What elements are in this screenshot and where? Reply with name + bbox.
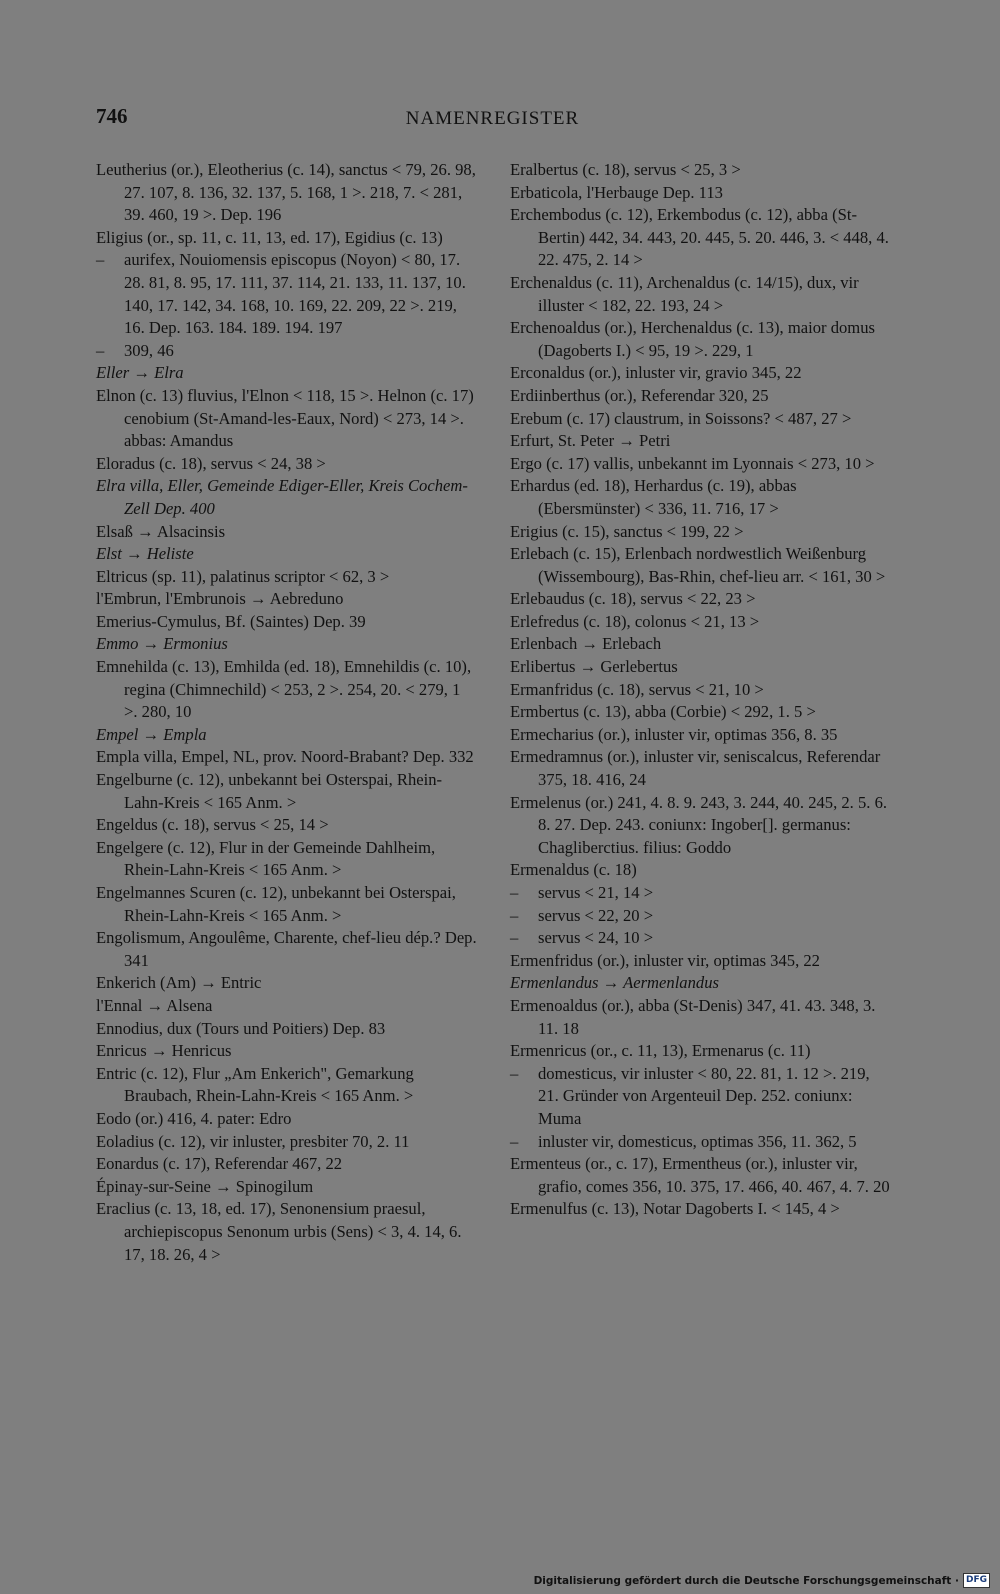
index-entry-text: Erlenbach → Erlebach <box>510 634 662 654</box>
index-entry <box>510 475 892 520</box>
index-entry-text: Entric (c. 12), Flur „Am Enkerich", Gemarkung Braubach, Rhein-Lahn-Kreis < 165 Anm. > <box>96 1063 414 1106</box>
index-entry <box>96 814 478 837</box>
index-entry-text: inluster vir, domesticus, optimas 356, 11. 362, 5 <box>538 1131 857 1151</box>
index-entry-text: Eralbertus (c. 18), servus < 25, 3 > <box>510 160 741 179</box>
index-entry-text: Eloradus (c. 18), servus < 24, 38 > <box>96 453 326 473</box>
index-entry <box>96 927 478 972</box>
index-entry <box>96 995 478 1018</box>
index-entry <box>96 1198 478 1266</box>
index-entry-text: Ermenaldus (c. 18) <box>510 860 637 880</box>
index-entry-text: Elsaß → Alsacinsis <box>96 521 226 541</box>
index-entry-text: Erebum (c. 17) claustrum, in Soissons? < 487, 27 > <box>510 408 852 428</box>
index-entry <box>510 182 892 205</box>
index-entry <box>510 408 892 431</box>
index-entry-text: Ermenfridus (or.), inluster vir, optimas 345, 22 <box>510 950 820 970</box>
index-column-right <box>510 159 892 1221</box>
index-entry <box>96 385 478 453</box>
sub-entry-dash: – <box>96 340 105 360</box>
index-entry-text: domesticus, vir inluster < 80, 22. 81, 1. 12 >. 219, 21. Gründer von Argenteuil Dep. 252. coniunx: Muma <box>538 1063 870 1128</box>
index-entry <box>510 272 892 317</box>
index-entry <box>510 362 892 385</box>
index-entry <box>96 566 478 589</box>
index-entry-text: servus < 24, 10 > <box>538 928 654 948</box>
index-entry <box>96 724 478 747</box>
index-entry <box>510 317 892 362</box>
index-entry-text: Elra villa, Eller, Gemeinde Ediger-Eller, Kreis Cochem-Zell Dep. 400 <box>96 476 468 518</box>
sub-entry-dash: – <box>510 1131 519 1151</box>
index-entry-text: servus < 22, 20 > <box>538 905 654 925</box>
index-entry-text: Engelgere (c. 12), Flur in der Gemeinde Dahlheim, Rhein-Lahn-Kreis < 165 Anm. > <box>96 837 436 880</box>
index-entry <box>96 769 478 814</box>
index-entry-text: Engolismum, Angoulême, Charente, chef-lieu dép.? Dep. 341 <box>96 928 477 970</box>
index-entry-text: Empel → Empla <box>96 724 207 744</box>
index-entry-text: Enricus → Henricus <box>96 1041 232 1061</box>
index-entry <box>510 204 892 272</box>
index-entry <box>510 159 892 182</box>
index-entry <box>96 475 478 520</box>
index-entry-text: Engelburne (c. 12), unbekannt bei Osterspai, Rhein-Lahn-Kreis < 165 Anm. > <box>96 770 443 812</box>
index-entry-text: Emerius-Cymulus, Bf. (Saintes) Dep. 39 <box>96 611 366 631</box>
index-entry-text: Erchenaldus (c. 11), Archenaldus (c. 14/15), dux, vir illuster < 182, 22. 193, 24 > <box>510 272 859 315</box>
index-entry-text: Leutherius (or.), Eleotherius (c. 14), sanctus < 79, 26. 98, 27. 107, 8. 136, 32. 137, 5. 168, 1 >. 218, 7. < 281, 39. 460, 19 >. Dep. 196 <box>96 160 476 225</box>
index-entry <box>96 1153 478 1176</box>
index-entry-text: Épinay-sur-Seine → Spinogilum <box>96 1176 314 1196</box>
index-entry-text: Elnon (c. 13) fluvius, l'Elnon < 118, 15 >. Helnon (c. 17) cenobium (St-Amand-les-Eaux, Nord) < 273, 14 >. abbas: Amandus <box>96 385 474 451</box>
sub-entry-dash: – <box>510 905 519 925</box>
footer-credit: Digitalisierung gefördert durch die Deutsche Forschungsgemeinschaft · <box>533 1574 959 1587</box>
index-entry-text: Enkerich (Am) → Entric <box>96 973 262 993</box>
index-entry <box>510 679 892 702</box>
index-entry <box>96 159 478 227</box>
index-entry <box>96 453 478 476</box>
index-entry-text: Engelmannes Scuren (c. 12), unbekannt bei Osterspai, Rhein-Lahn-Kreis < 165 Anm. > <box>96 883 456 925</box>
index-entry-text: Eller → Elra <box>96 363 184 383</box>
index-entry <box>96 972 478 995</box>
index-entry-text: Erigius (c. 15), sanctus < 199, 22 > <box>510 521 744 541</box>
sub-entry-dash: – <box>510 883 519 902</box>
index-entry-text: Eltricus (sp. 11), palatinus scriptor < 62, 3 > <box>96 566 390 586</box>
sub-entry-dash: – <box>510 928 519 948</box>
index-entry <box>510 701 892 724</box>
index-entry <box>96 611 478 634</box>
index-entry-text: Engeldus (c. 18), servus < 25, 14 > <box>96 815 329 835</box>
index-entry <box>96 633 478 656</box>
index-entry <box>510 588 892 611</box>
index-entry-text: Eligius (or., sp. 11, c. 11, 13, ed. 17), Egidius (c. 13) <box>96 227 443 247</box>
index-entry-text: Emmo → Ermonius <box>96 634 228 654</box>
index-entry <box>510 859 892 882</box>
index-entry-text: Erconaldus (or.), inluster vir, gravio 345, 22 <box>510 363 802 383</box>
index-entry-text: Erlibertus → Gerlebertus <box>510 657 678 677</box>
index-entry <box>510 611 892 634</box>
sub-entry-dash: – <box>510 1063 519 1083</box>
footer <box>534 1573 990 1588</box>
index-entry <box>96 340 478 363</box>
index-entry <box>510 972 892 995</box>
index-entry-text: Ermedramnus (or.), inluster vir, seniscalcus, Referendar 375, 18. 416, 24 <box>510 747 881 790</box>
index-entry-text: Eonardus (c. 17), Referendar 467, 22 <box>96 1154 343 1174</box>
index-entry-text: Erbaticola, l'Herbauge Dep. 113 <box>510 182 723 202</box>
index-entry-text: Ermenricus (or., c. 11, 13), Ermenarus (c. 11) <box>510 1041 811 1061</box>
page-title: NAMENREGISTER <box>405 108 580 129</box>
index-entry <box>96 362 478 385</box>
index-entry <box>96 1018 478 1041</box>
index-entry-text: l'Ennal → Alsena <box>96 995 213 1015</box>
index-entry <box>510 882 892 905</box>
index-entry <box>510 792 892 860</box>
index-entry-text: Eodo (or.) 416, 4. pater: Edro <box>96 1108 292 1128</box>
index-entry <box>510 746 892 791</box>
index-entry-text: Erlebach (c. 15), Erlenbach nordwestlich Weißenburg (Wissembourg), Bas-Rhin, chef-lieu arr. < 161, 30 > <box>510 544 886 586</box>
index-entry <box>96 1040 478 1063</box>
index-entry <box>96 227 478 250</box>
index-entry <box>510 656 892 679</box>
index-entry <box>510 927 892 950</box>
index-entry-text: l'Embrun, l'Embrunois → Aebreduno <box>96 589 344 609</box>
index-entry-text: Erhardus (ed. 18), Herhardus (c. 19), abbas (Ebersmünster) < 336, 11. 716, 17 > <box>510 476 797 518</box>
index-entry-text: Ermenoaldus (or.), abba (St-Denis) 347, 41. 43. 348, 3. 11. 18 <box>510 995 876 1038</box>
index-entry <box>96 1108 478 1131</box>
index-entry <box>510 633 892 656</box>
index-entry-text: Ermenulfus (c. 13), Notar Dagoberts I. < 145, 4 > <box>510 1199 840 1219</box>
index-entry-text: Elst → Heliste <box>96 544 194 564</box>
index-entry <box>510 950 892 973</box>
index-entry <box>510 1198 892 1221</box>
index-entry <box>96 249 478 339</box>
index-entry <box>510 724 892 747</box>
index-entry <box>510 385 892 408</box>
index-entry <box>96 746 478 769</box>
index-entry-text: Ermanfridus (c. 18), servus < 21, 10 > <box>510 679 764 699</box>
index-entry <box>96 1176 478 1199</box>
index-entry-text: Eoladius (c. 12), vir inluster, presbiter 70, 2. 11 <box>96 1131 410 1151</box>
index-entry-text: 309, 46 <box>124 340 174 360</box>
index-entry <box>510 1131 892 1154</box>
index-entry-text: aurifex, Nouiomensis episcopus (Noyon) < 80, 17. 28. 81, 8. 95, 17. 111, 37. 114, 21. 133, 11. 137, 10. 140, 17. 142, 34. 168, 10. 169, 22. 209, 22 >. 219, 16. Dep. 163. 184. 189. 194. 197 <box>124 250 466 338</box>
index-entry <box>510 543 892 588</box>
index-entry <box>96 837 478 882</box>
index-entry-text: servus < 21, 14 > <box>538 883 654 902</box>
index-entry-text: Erlebaudus (c. 18), servus < 22, 23 > <box>510 589 756 609</box>
index-entry <box>510 453 892 476</box>
index-entry-text: Ergo (c. 17) vallis, unbekannt im Lyonnais < 273, 10 > <box>510 453 875 473</box>
index-column-left <box>96 159 478 1266</box>
index-entry <box>510 1040 892 1063</box>
index-entry-text: Ennodius, dux (Tours und Poitiers) Dep. 83 <box>96 1018 386 1038</box>
dfg-logo-icon: DFG <box>963 1573 990 1588</box>
index-entry <box>96 588 478 611</box>
index-entry <box>510 521 892 544</box>
index-entry-text: Erchenoaldus (or.), Herchenaldus (c. 13), maior domus (Dagoberts I.) < 95, 19 >. 229, 1 <box>510 318 875 360</box>
index-entry <box>510 430 892 453</box>
index-entry <box>96 882 478 927</box>
index-entry-text: Erfurt, St. Peter → Petri <box>510 431 671 451</box>
index-entry <box>96 1131 478 1154</box>
index-entry-text: Erlefredus (c. 18), colonus < 21, 13 > <box>510 611 760 631</box>
index-entry <box>510 995 892 1040</box>
index-entry-text: Ermbertus (c. 13), abba (Corbie) < 292, 1. 5 > <box>510 702 816 722</box>
index-entry-text: Empla villa, Empel, NL, prov. Noord-Brabant? Dep. 332 <box>96 747 474 767</box>
index-entry-text: Ermenlandus → Aermenlandus <box>510 973 719 993</box>
page-number: 746 <box>96 104 128 128</box>
index-entry <box>96 656 478 724</box>
index-entry-text: Erdiinberthus (or.), Referendar 320, 25 <box>510 385 769 405</box>
sub-entry-dash: – <box>96 250 105 270</box>
index-entry-text: Ermelenus (or.) 241, 4. 8. 9. 243, 3. 244, 40. 245, 2. 5. 6. 8. 27. Dep. 243. coniunx: Ingober[]. germanus: Chagliberctius. filius: Goddo <box>510 792 888 857</box>
index-entry-text: Ermecharius (or.), inluster vir, optimas 356, 8. 35 <box>510 724 838 744</box>
index-entry-text: Emnehilda (c. 13), Emhilda (ed. 18), Emnehildis (c. 10), regina (Chimnechild) < 253, 2 >. 254, 20. < 279, 1 >. 280, 10 <box>96 657 472 722</box>
index-entry-text: Erchembodus (c. 12), Erkembodus (c. 12), abba (St-Bertin) 442, 34. 443, 20. 445, 5. 20. 446, 3. < 448, 4. 22. 475, 2. 14 > <box>510 205 889 270</box>
index-entry <box>510 1153 892 1198</box>
index-entry-text: Ermenteus (or., c. 17), Ermentheus (or.), inluster vir, grafio, comes 356, 10. 375, 17. 466, 40. 467, 4. 7. 20 <box>510 1154 890 1196</box>
index-entry-text: Eraclius (c. 13, 18, ed. 17), Senonensium praesul, archiepiscopus Senonum urbis (Sens) < 3, 4. 14, 6. 17, 18. 26, 4 > <box>96 1199 462 1264</box>
index-entry <box>96 1063 478 1108</box>
index-entry <box>96 543 478 566</box>
index-entry <box>96 521 478 544</box>
index-entry <box>510 905 892 928</box>
index-entry <box>510 1063 892 1131</box>
